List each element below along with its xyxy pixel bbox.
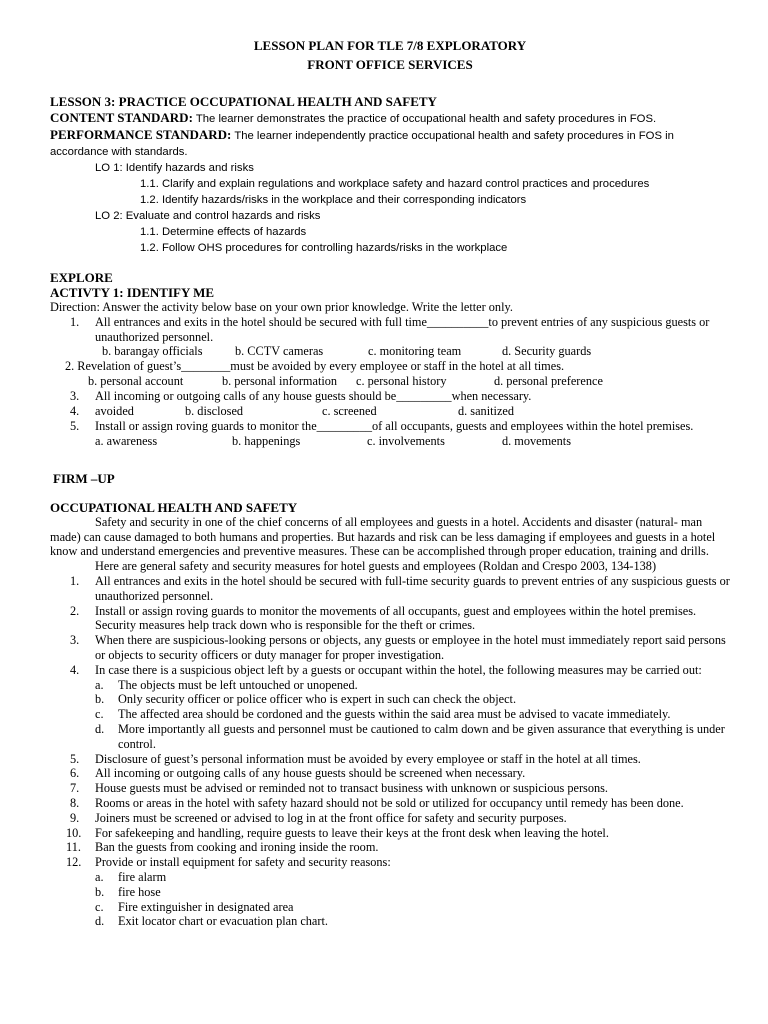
sub-item: d. Exit locator chart or evacuation plan chart. bbox=[95, 914, 328, 929]
lo1-heading: LO 1: Identify hazards and risks bbox=[95, 162, 254, 174]
list-item-text: All entrances and exits in the hotel should be secured with full-time security guards to prevent entries of any suspicious guests or unauthorized personnel. bbox=[95, 573, 730, 603]
choice: b. barangay officials bbox=[102, 344, 203, 359]
activity-heading: ACTIVTY 1: IDENTIFY ME bbox=[50, 285, 215, 300]
choice: b. disclosed bbox=[185, 403, 244, 418]
content-standard-text: The learner demonstrates the practice of occupational health and safety procedures in FOS. bbox=[192, 113, 657, 125]
question-1-text: All entrances and exits in the hotel should be secured with full time__________to prevent entries of any suspicious guests or unauthorized personnel. bbox=[95, 314, 710, 344]
list-item: 10. For safekeeping and handling, require guests to leave their keys at the front desk when leaving the hotel. bbox=[66, 825, 609, 840]
sub-item-text: More importantly all guests and personnel must be cautioned to calm down and be given assurance that everything is under control. bbox=[118, 721, 725, 751]
list-item-text: Joiners must be screened or advised to log in at the front office for safety and security purposes. bbox=[95, 810, 567, 825]
sub-item-text: fire alarm bbox=[118, 869, 167, 884]
list-item-text: In case there is a suspicious object left by a guests or occupant within the hotel, the following measures may be carried out: bbox=[95, 662, 702, 677]
sub-item: c. The affected area should be cordoned and the guests within the said area must be advised to vacate immediately. bbox=[95, 707, 671, 722]
direction-text: Direction: Answer the activity below base on your own prior knowledge. Write the letter only. bbox=[50, 300, 513, 314]
list-item-text: Disclosure of guest’s personal information must be avoided by every employee or staff in the hotel at all times. bbox=[95, 751, 641, 766]
performance-standard-label: PERFORMANCE STANDARD: bbox=[50, 127, 232, 142]
list-item: 12. Provide or install equipment for safety and security reasons: bbox=[66, 855, 391, 870]
content-standard-label: CONTENT STANDARD: bbox=[50, 110, 193, 125]
choice: b. CCTV cameras bbox=[235, 344, 324, 359]
choice: d. sanitized bbox=[458, 403, 515, 418]
list-item: 3. When there are suspicious-looking persons or objects, any guests or employee in the hotel must immediately report said persons or objects to security officers or duty manager for proper investigation. bbox=[70, 633, 726, 662]
choice: d. movements bbox=[502, 433, 571, 448]
question-5-choices bbox=[50, 434, 730, 449]
list-item: 7. House guests must be advised or reminded not to transact business with unknown or suspicious persons. bbox=[70, 781, 608, 796]
firm-up-heading: FIRM –UP bbox=[53, 470, 115, 486]
sub-item-text: fire hose bbox=[118, 884, 161, 899]
explore-heading: EXPLORE bbox=[50, 270, 113, 285]
question-5: 5. Install or assign roving guards to monitor the_________of all occupants, guests and employees within the hotel premises. bbox=[70, 418, 694, 433]
sub-item-text: Only security officer or police officer who is expert in such can check the object. bbox=[118, 692, 517, 707]
document-title: LESSON PLAN FOR TLE 7/8 EXPLORATORY bbox=[253, 38, 527, 53]
lo2-item-2: 1.2. Follow OHS procedures for controlling hazards/risks in the workplace bbox=[140, 242, 508, 254]
choice: avoided bbox=[95, 403, 134, 418]
list-item: 5. Disclosure of guest’s personal information must be avoided by every employee or staff in the hotel at all times. bbox=[70, 751, 641, 766]
sub-item: c. Fire extinguisher in designated area bbox=[95, 899, 294, 914]
choice: c. involvements bbox=[367, 433, 445, 448]
list-item: 1. All entrances and exits in the hotel should be secured with full-time security guards to prevent entries of any suspicious guests or unauthorized personnel. bbox=[70, 573, 730, 603]
list-item-text: Install or assign roving guards to monitor the movements of all occupants, guest and employees within the hotel premises. Security measures help track down who is responsible for the theft or crimes. bbox=[95, 603, 697, 633]
choice: c. personal history bbox=[356, 374, 447, 389]
choice: c. screened bbox=[322, 403, 377, 418]
question-3: 3. All incoming or outgoing calls of any house guests should be_________when necessary. bbox=[70, 389, 532, 404]
choice: a. awareness bbox=[95, 433, 158, 448]
document-subtitle: FRONT OFFICE SERVICES bbox=[307, 57, 473, 72]
choice: c. monitoring team bbox=[368, 344, 462, 359]
list-item: 11. Ban the guests from cooking and ironing inside the room. bbox=[66, 840, 379, 855]
sub-item: a. The objects must be left untouched or unopened. bbox=[95, 677, 358, 692]
lesson-title: LESSON 3: PRACTICE OCCUPATIONAL HEALTH AND SAFETY bbox=[50, 94, 437, 109]
lo2-heading: LO 2: Evaluate and control hazards and risks bbox=[95, 210, 321, 222]
performance-standard-text: The learner independently practice occupational health and safety procedures in FOS in accordance with standards. bbox=[50, 130, 674, 158]
question-3-text: All incoming or outgoing calls of any house guests should be_________when necessary. bbox=[95, 389, 532, 404]
list-item-text: For safekeeping and handling, require guests to leave their keys at the front desk when leaving the hotel. bbox=[95, 825, 609, 840]
question-5-text: Install or assign roving guards to monitor the_________of all occupants, guests and employees within the hotel premises. bbox=[95, 418, 694, 433]
choice: d. personal preference bbox=[494, 374, 603, 389]
list-item-text: Provide or install equipment for safety and security reasons: bbox=[95, 855, 391, 870]
list-item: 8. Rooms or areas in the hotel with safety hazard should not be sold or utilized for occupancy until remedy has been done. bbox=[70, 795, 684, 810]
list-item: 2. Install or assign roving guards to monitor the movements of all occupants, guest and employees within the hotel premises. Security measures help track down who is responsible for the theft or crimes. bbox=[70, 603, 697, 633]
list-item-text: When there are suspicious-looking persons or objects, any guests or employee in the hotel must immediately report said persons or objects to security officers or duty manager for proper investigation. bbox=[95, 633, 726, 662]
standards-paragraph bbox=[50, 110, 730, 160]
list-item-text: All incoming or outgoing calls of any house guests should be screened when necessary. bbox=[95, 766, 526, 781]
lo2-item-1: 1.1. Determine effects of hazards bbox=[140, 226, 307, 238]
list-item: 9. Joiners must be screened or advised to log in at the front office for safety and security purposes. bbox=[70, 810, 567, 825]
sub-item: b. Only security officer or police officer who is expert in such can check the object. bbox=[95, 692, 517, 707]
question-1-choices bbox=[50, 344, 730, 359]
choice-number: 4. bbox=[70, 403, 80, 418]
ohs-paragraph-2: Here are general safety and security measures for hotel guests and employees (Roldan and Crespo 2003, 134-138) bbox=[95, 559, 657, 574]
question-2-choices bbox=[50, 374, 730, 389]
list-item-text: Rooms or areas in the hotel with safety hazard should not be sold or utilized for occupancy until remedy has been done. bbox=[95, 795, 684, 810]
choice: b. happenings bbox=[232, 433, 301, 448]
ohs-paragraph-1: Safety and security in one of the chief concerns of all employees and guests in a hotel. Accidents and disaster (natural- man made) can cause damaged to both humans and properties. But hazards and risk can be less damaging if employees and guests in a hotel know and understand emergencies and preventive measures. These can be accomplished through proper education, training and drills. bbox=[50, 514, 716, 559]
list-item-text: House guests must be advised or reminded not to transact business with unknown or suspicious persons. bbox=[95, 781, 608, 796]
question-1: 1. All entrances and exits in the hotel should be secured with full time__________to prevent entries of any suspicious guests or unauthorized personnel. bbox=[70, 314, 710, 344]
choice: d. Security guards bbox=[502, 344, 592, 359]
choice: b. personal information bbox=[222, 374, 338, 389]
sub-item-text: The affected area should be cordoned and the guests within the said area must be advised to vacate immediately. bbox=[118, 707, 671, 722]
sub-item: d. More importantly all guests and personnel must be cautioned to calm down and be given assurance that everything is under control. bbox=[95, 721, 725, 751]
sub-item-text: Exit locator chart or evacuation plan chart. bbox=[118, 914, 328, 929]
question-4-choices bbox=[50, 404, 730, 419]
sub-item-text: The objects must be left untouched or unopened. bbox=[118, 677, 358, 692]
sub-item: a. fire alarm bbox=[95, 869, 167, 884]
question-2: 2. Revelation of guest’s________must be avoided by every employee or staff in the hotel at all times. bbox=[65, 359, 565, 374]
list-item: 6. All incoming or outgoing calls of any house guests should be screened when necessary. bbox=[70, 766, 526, 781]
list-item-text: Ban the guests from cooking and ironing inside the room. bbox=[95, 840, 379, 855]
lo1-item-1: 1.1. Clarify and explain regulations and workplace safety and hazard control practices and procedures bbox=[140, 178, 650, 190]
sub-item-text: Fire extinguisher in designated area bbox=[118, 899, 294, 914]
ohs-heading: OCCUPATIONAL HEALTH AND SAFETY bbox=[50, 499, 298, 515]
document-page bbox=[50, 38, 730, 929]
choice: b. personal account bbox=[88, 374, 184, 389]
lo1-item-2: 1.2. Identify hazards/risks in the workplace and their corresponding indicators bbox=[140, 194, 527, 206]
list-item: 4. In case there is a suspicious object left by a guests or occupant within the hotel, the following measures may be carried out: bbox=[70, 662, 702, 677]
sub-item: b. fire hose bbox=[95, 884, 161, 899]
